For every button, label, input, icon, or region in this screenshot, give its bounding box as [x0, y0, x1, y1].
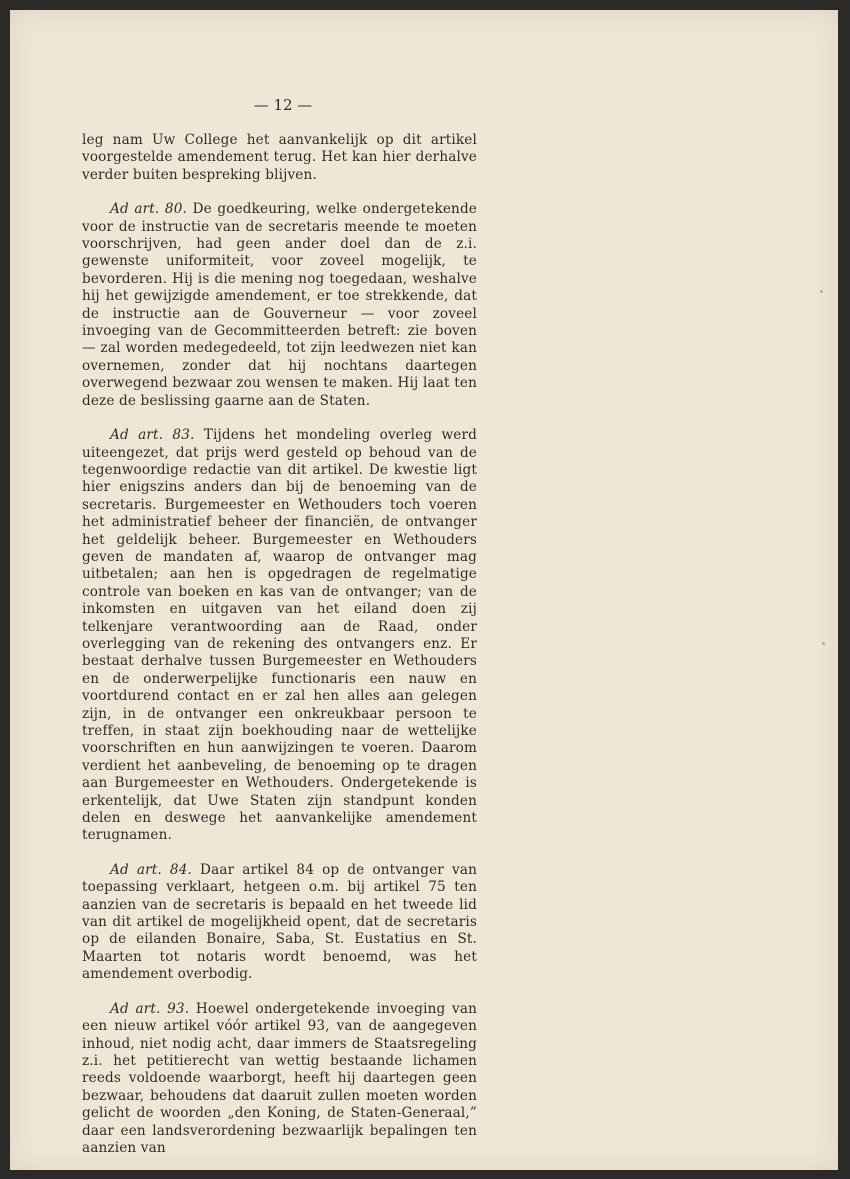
article-heading: Ad art. 84. [110, 861, 192, 878]
paragraph-art-83 [82, 427, 477, 845]
scanned-page [10, 10, 838, 1170]
paper-speck [822, 642, 825, 645]
paragraph-continuation [82, 132, 477, 184]
paper-speck [820, 290, 823, 293]
article-heading: Ad art. 93. [110, 1000, 190, 1017]
paragraph-text: De goedkeuring, welke ondergetekende voor de instructie van de secretaris meende te moeten voorschrijven, had geen ander doel dan de z.i. gewenste uniformiteit, voor zoveel mogelijk, te bevorderen. Hij is die mening nog toegedaan, weshalve hij het gewijzigde amendement, er toe strekkende, dat de instructie aan de Gouverneur — voor zoveel invoeging van de Gecommitteerden betreft: zie boven — zal worden medegedeeld, tot zijn leedwezen niet kan overnemen, zonder dat hij nochtans daartegen overwegend bezwaar zou wensen te maken. Hij laat ten deze de beslissing gaarne aan de Staten. [82, 201, 477, 409]
page-number: — 12 — [253, 96, 313, 114]
article-heading: Ad art. 80. [110, 201, 188, 218]
paragraph-text: leg nam Uw College het aanvankelijk op dit artikel voorgestelde amendement terug. Het kan hier derhalve verder buiten bespreking blijven. [82, 132, 477, 183]
paragraph-text: Tijdens het mondeling overleg werd uiteengezet, dat prijs werd gesteld op behoud van de tegenwoordige redactie van dit artikel. De kwestie ligt hier enigszins anders dan bij de benoeming van de secretaris. Burgemeester en Wethouders toch voeren het administratief beheer der financiën, de ontvanger het geldelijk beheer. Burgemeester en Wethouders geven de mandaten af, waarop de ontvanger mag uitbetalen; aan hen is opgedragen de regelmatige controle van boeken en kas van de ontvanger; van de inkomsten en uitgaven van het eiland doen zij telkenjare verantwoording aan de Raad, onder overlegging van de rekening des ontvangers enz. Er bestaat derhalve tussen Burgemeester en Wethouders en de onderwerpelijke functionaris een nauw en voortdurend contact en er zal hen alles aan gelegen zijn, in de ontvanger een onkreukbaar persoon te treffen, in staat zijn boekhouding naar de wettelijke voorschriften en hun aanwijzingen te voeren. Daarom verdient het aanbeveling, de benoeming op te dragen aan Burgemeester en Wethouders. Ondergetekende is erkentelijk, dat Uwe Staten zijn standpunt konden delen en deswege het aanvankelijke amendement terugnamen. [82, 427, 477, 844]
article-heading: Ad art. 83. [110, 427, 195, 444]
document-body [82, 132, 477, 1174]
paragraph-art-93 [82, 1001, 477, 1158]
paragraph-art-80 [82, 201, 477, 410]
paragraph-text: Hoewel ondergetekende invoeging van een nieuw artikel vóór artikel 93, van de aangegeven inhoud, niet nodig acht, daar immers de Staatsregeling z.i. het petitierecht van wettig bestaande lichamen reeds voldoende waarborgt, heeft hij daartegen geen bezwaar, behoudens dat daaruit zullen moeten worden gelicht de woorden „den Koning, de Staten-Generaal,” daar een landsverordening bezwaarlijk bepalingen ten aanzien van [82, 1000, 477, 1156]
paragraph-text: Daar artikel 84 op de ontvanger van toepassing verklaart, hetgeen o.m. bij artikel 75 ten aanzien van de secretaris is bepaald en het tweede lid van dit artikel de mogelijkheid opent, dat de secretaris op de eilanden Bonaire, Saba, St. Eustatius en St. Maarten tot notaris wordt benoemd, was het amendement overbodig. [82, 861, 477, 983]
paragraph-art-84 [82, 862, 477, 984]
